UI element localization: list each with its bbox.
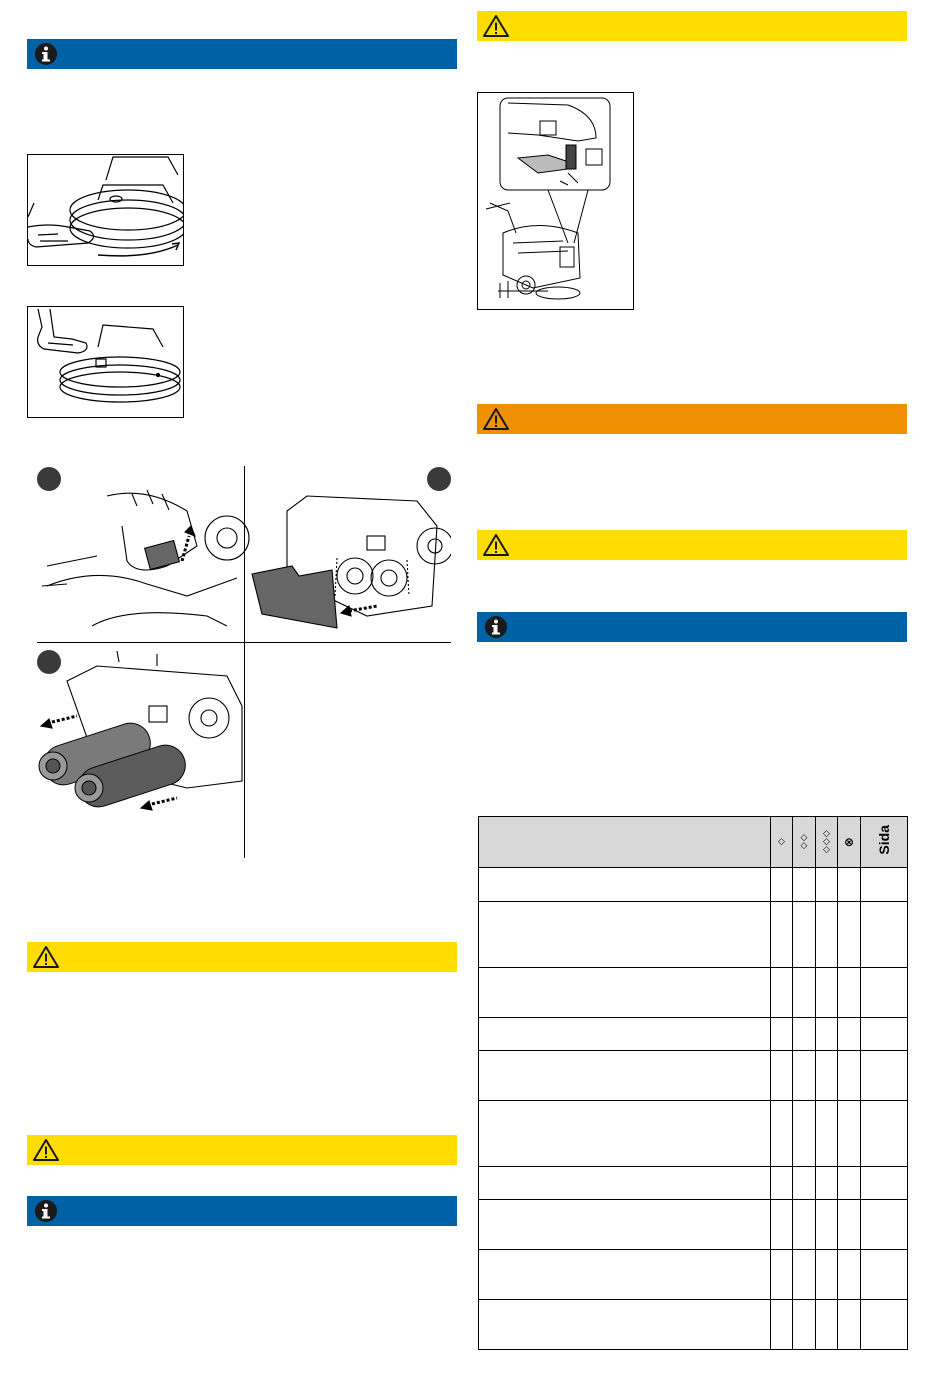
table-row — [479, 1051, 908, 1101]
maintenance-table — [478, 816, 908, 1350]
table-row — [479, 968, 908, 1018]
header-page-cell — [861, 817, 908, 868]
header-interval-3 — [816, 817, 838, 868]
interval-symbol: ◇◇ — [800, 833, 808, 851]
table-header-row — [479, 817, 908, 868]
header-description-cell — [479, 817, 771, 868]
table-row — [479, 1300, 908, 1350]
machine-overview-figure — [477, 92, 634, 310]
warning-bar — [477, 530, 907, 560]
interval-symbol: ◇◇◇ — [823, 829, 830, 855]
info-bar — [27, 1196, 457, 1226]
table-row — [479, 902, 908, 968]
warning-icon — [483, 407, 509, 431]
foot-lever-pad-figure — [27, 154, 184, 266]
warning-icon — [33, 1138, 59, 1162]
table-row — [479, 1200, 908, 1250]
header-interval-1 — [771, 817, 793, 868]
info-bar — [477, 612, 907, 642]
warning-bar — [27, 942, 457, 972]
header-interval-4 — [838, 817, 861, 868]
warning-icon — [33, 945, 59, 969]
info-bar — [27, 39, 457, 69]
table-row — [479, 1250, 908, 1300]
brush-removal-steps-figure — [37, 466, 451, 858]
header-interval-2 — [793, 817, 816, 868]
table-row — [479, 1167, 908, 1200]
table-row — [479, 1101, 908, 1167]
interval-symbol: ⊗ — [843, 835, 855, 849]
table-row — [479, 1018, 908, 1051]
info-icon — [483, 615, 509, 639]
warning-bar — [477, 11, 907, 41]
info-icon — [33, 42, 59, 66]
page-column-header: Sida — [876, 824, 892, 855]
caution-bar — [477, 404, 907, 434]
warning-icon — [483, 533, 509, 557]
warning-bar — [27, 1135, 457, 1165]
info-icon — [33, 1199, 59, 1223]
foot-press-pad-figure — [27, 306, 184, 418]
table-row — [479, 868, 908, 902]
warning-icon — [483, 14, 509, 38]
interval-symbol: ◇ — [778, 837, 785, 847]
